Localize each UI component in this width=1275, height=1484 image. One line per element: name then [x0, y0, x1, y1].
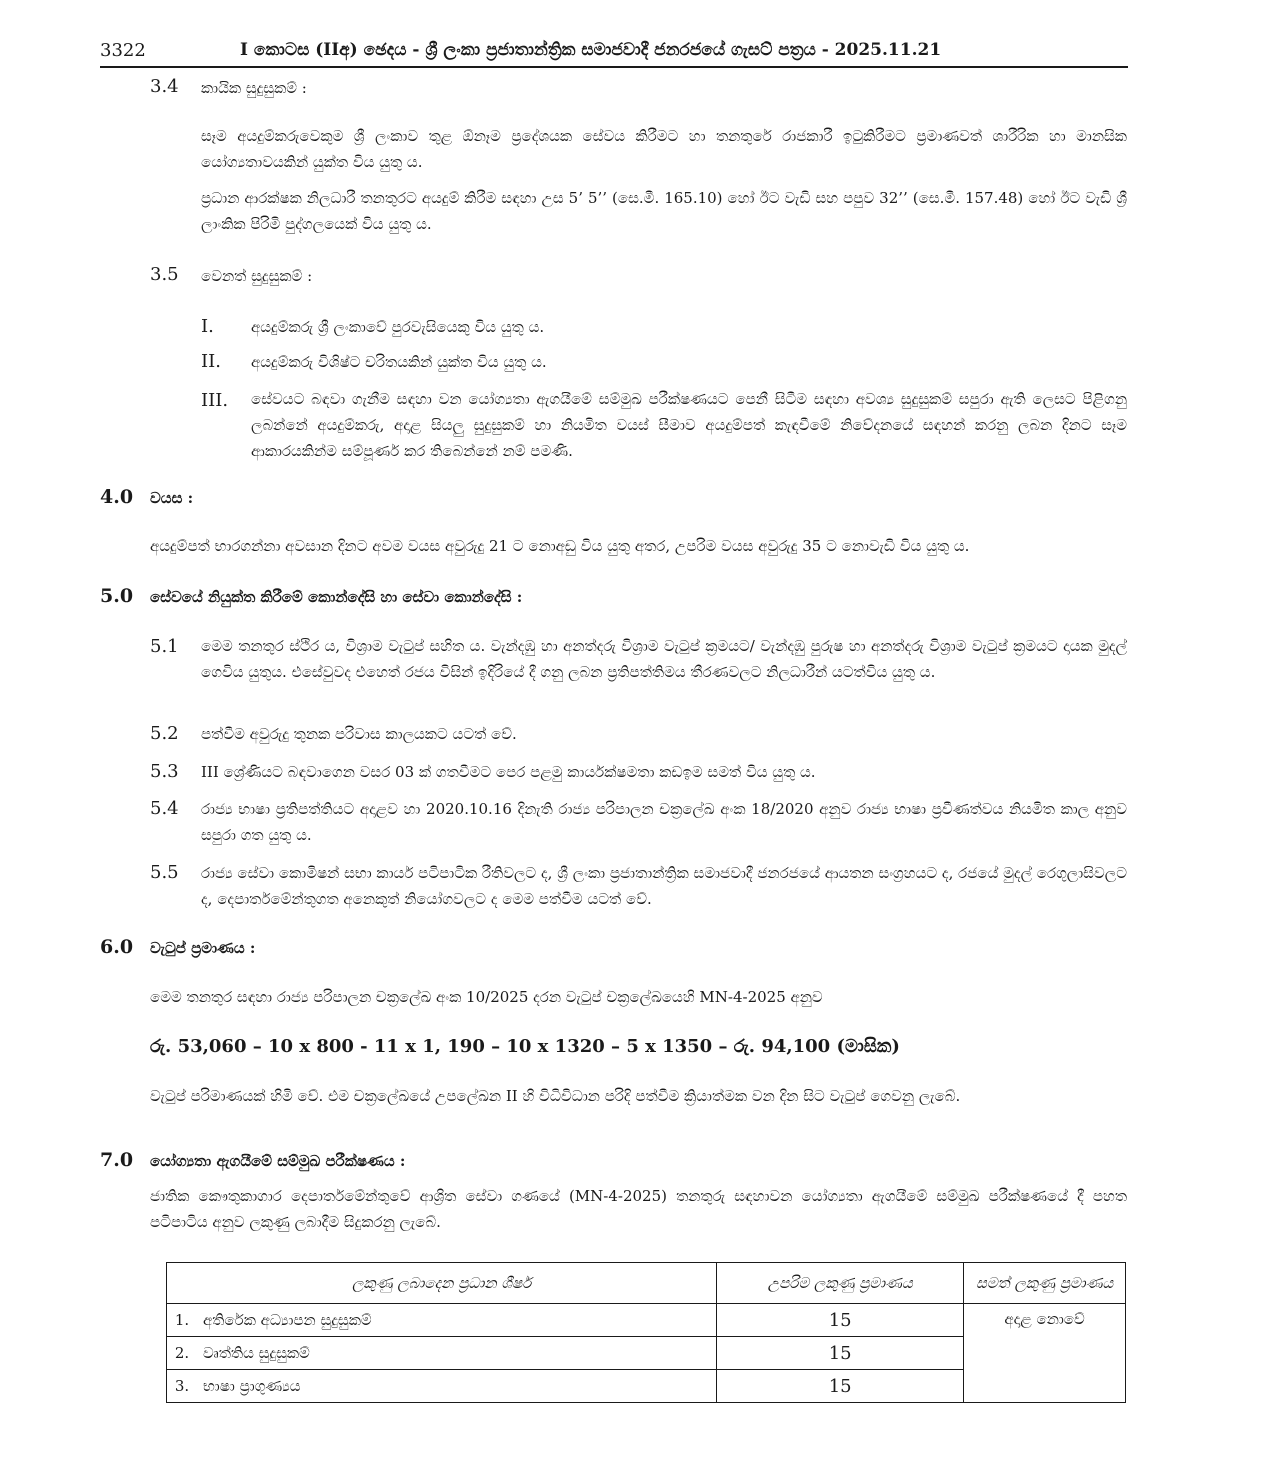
row-number: 3. — [167, 1370, 198, 1403]
column-header: සමත් ලකුණු ප්‍රමාණය — [964, 1263, 1126, 1304]
subsection-text: රාජ්‍ය සේවා කොමිෂන් සභා කාර්ය පටිපාටික රීතිවලට ද, ශ්‍රී ලංකා ප්‍රජාතාන්ත්‍රික සමාජවාදී ජනරජයේ ආයතන සංග්‍රහයට ද, රජයේ මුදල් රෙගුලාසිවලට ද, දෙපාර්තමේන්තුගත අනෙකුත් නියෝගවලට ද මෙම පත්වීම යටත් වේ. — [201, 864, 1127, 908]
table-header-row — [167, 1263, 1126, 1304]
subsection-number: 5.3 — [150, 761, 179, 782]
section-5-title: සේවයේ නියුක්ත කිරීමේ කොන්දේසි හා සේවා කොන්දේසි : — [150, 588, 523, 606]
page-number: 3322 — [100, 40, 146, 61]
row-label: භාෂා ප්‍රාගුණ්‍යය — [197, 1370, 717, 1403]
row-number: 1. — [167, 1304, 198, 1337]
row-label: වෘත්තිය සුදුසුකම් — [197, 1337, 717, 1370]
row-number: 2. — [167, 1337, 198, 1370]
list-item-text: සේවයට බඳවා ගැනීම සඳහා වන යෝග්‍යතා ඇගයීමේ සම්මුඛ පරීක්ෂණයට පෙනී සිටීම සඳහා අවශ්‍ය සුදුසුකම් සපුරා ඇති ලෙසට පිළිගනු ලබන්නේ අයදුම්කරු, අදාළ සියලු සුදුසුකම් හා නියමිත වයස් සීමාව අයදුම්පත් කැඳවීමේ නිවේදනයේ සඳහන් කරනු ලබන දිනට සෑම ආකාරයකින්ම සම්පූර්ණ කර තිබෙන්නේ නම් පමණි. — [251, 390, 1127, 460]
list-item-text: අයදුම්කරු විශිෂ්ට චරිතයකින් යුක්ත විය යුතු ය. — [251, 353, 547, 371]
pass-marks: අදාළ නොවේ — [964, 1304, 1126, 1403]
section-5-number: 5.0 — [100, 585, 134, 607]
column-header: උපරිම ලකුණු ප්‍රමාණය — [717, 1263, 964, 1304]
section-6-number: 6.0 — [100, 936, 134, 958]
max-marks: 15 — [717, 1304, 964, 1337]
marks-table — [166, 1262, 1126, 1403]
list-item-number: II. — [201, 351, 221, 372]
section-6-paragraph: මෙම තනතුර සඳහා රාජ්‍ය පරිපාලන චක්‍රලේඛ අංක 10/2025 දරන වැටුප් චක්‍රලේඛයෙහි MN-4-2025 අනුව — [150, 988, 823, 1006]
salary-scale: රු. 53,060 – 10 x 800 - 11 x 1, 190 – 10 x 1320 – 5 x 1350 – රු. 94,100 (මාසික) — [150, 1036, 900, 1057]
max-marks: 15 — [717, 1337, 964, 1370]
list-item-number: III. — [201, 390, 229, 411]
subsection-text: පත්වීම අවුරුදු තුනක පරිවාස කාලයකට යටත් වේ. — [201, 725, 517, 743]
section-7-title: යෝග්‍යතා ඇගයීමේ සම්මුඛ පරීක්ෂණය : — [150, 1152, 406, 1170]
section-3-5-number: 3.5 — [150, 264, 179, 285]
header-divider — [100, 66, 1128, 68]
gazette-title: I කොටස (IIඅ) ඡෙදය - ශ්‍රී ලංකා ප්‍රජාතාන්ත්‍රික සමාජවාදී ජනරජයේ ගැසට් පත්‍රය - 2025.11.21 — [240, 40, 942, 60]
subsection-text: III ශ්‍රේණියට බඳවාගෙන වසර 03 ක් ගතවීමට පෙර පළමු කාර්යක්ෂමතා කඩඉම සමත් විය යුතු ය. — [201, 763, 816, 781]
table-row — [167, 1304, 1126, 1337]
section-3-4-number: 3.4 — [150, 76, 179, 97]
section-3-5-title: වෙනත් සුදුසුකම් : — [201, 267, 313, 285]
section-3-4-title: කායික සුදුසුකම් : — [201, 79, 307, 97]
list-item-number: I. — [201, 316, 214, 337]
subsection-text: මෙම තනතුර ස්ථිර ය, විශ්‍රාම වැටුප් සහිත ය. වැන්දඹු හා අනත්දරු විශ්‍රාම වැටුප් ක්‍රමයට/ වැන්දඹු පුරුෂ හා අනත්දරු විශ්‍රාම වැටුප් ක්‍රමයට දායක මුදල් ගෙවිය යුතුය. එසේවුවද එහෙත් රජය විසින් ඉදිරියේ දී ගනු ලබන ප්‍රතිපත්තිමය තීරණවලට නිලධාරීන් යටත්විය යුතු ය. — [201, 637, 1127, 681]
subsection-number: 5.5 — [150, 862, 179, 883]
subsection-text: රාජ්‍ය භාෂා ප්‍රතිපත්තියට අදාළව හා 2020.10.16 දිනැති රාජ්‍ය පරිපාලන චක්‍රලේඛ අංක 18/2020 අනුව රාජ්‍ය භාෂා ප්‍රවීණත්වය නියමිත කාල අනුව සපුරා ගත යුතු ය. — [201, 800, 1127, 844]
section-4-title: වයස : — [150, 489, 194, 507]
list-item-text: අයදුම්කරු ශ්‍රී ලංකාවේ පුරවැසියෙකු විය යුතු ය. — [251, 318, 545, 336]
max-marks: 15 — [717, 1370, 964, 1403]
page-header — [100, 40, 1128, 68]
section-4-number: 4.0 — [100, 486, 134, 508]
column-header: ලකුණු ලබාදෙන ප්‍රධාන ශීර්ෂ — [167, 1263, 717, 1304]
section-7-paragraph: ජාතික කෞතුකාගාර දෙපාර්තමේන්තුවේ ආශ්‍රිත සේවා ගණයේ (MN-4-2025) තනතුරු සඳහාවන යෝග්‍යතා ඇගයීමේ සම්මුඛ පරීක්ෂණයේ දී පහත පටිපාටිය අනුව ලකුණු ලබාදීම සිදුකරනු ලැබේ. — [150, 1187, 1127, 1231]
subsection-number: 5.2 — [150, 723, 179, 744]
section-6-title: වැටුප් ප්‍රමාණය : — [150, 939, 256, 957]
section-7-number: 7.0 — [100, 1149, 134, 1171]
subsection-number: 5.1 — [150, 636, 179, 657]
section-4-paragraph: අයදුම්පත් භාරගන්නා අවසාන දිනට අවම වයස අවුරුදු 21 ට නොඅඩු විය යුතු අතර, උපරිම වයස අවුරුදු 35 ට නොවැඩි විය යුතු ය. — [150, 537, 970, 555]
section-3-4-paragraph: සෑම අයදුම්කරුවෙකුම ශ්‍රී ලංකාව තුළ ඕනෑම ප්‍රදේශයක සේවය කිරීමට හා තනතුරේ රාජකාරී ඉටුකිරීමට ප්‍රමාණවත් ශාරීරික හා මානසික යෝග්‍යතාවයකින් යුක්ත විය යුතු ය. — [201, 127, 1127, 171]
subsection-number: 5.4 — [150, 798, 179, 819]
section-6-paragraph: වැටුප් පරිමාණයක් හිමි වේ. එම චක්‍රලේඛයේ උපලේඛන II හි විධිවිධාන පරිදි පත්වීම ක්‍රියාත්මක වන දින සිට වැටුප් ගෙවනු ලැබේ. — [150, 1087, 961, 1105]
row-label: අතිරේක අධ්‍යාපන සුදුසුකම් — [197, 1304, 717, 1337]
section-3-4-paragraph: ප්‍රධාන ආරක්ෂක නිලධාරී තනතුරට අයදුම් කිරීම සඳහා උස 5’ 5’’ (සෙ.මී. 165.10) හෝ ඊට වැඩි සහ පපුව 32’’ (සෙ.මී. 157.48) හෝ ඊට වැඩි ශ්‍රී ලාංකික පිරිමි පුද්ගලයෙක් විය යුතු ය. — [201, 189, 1127, 233]
